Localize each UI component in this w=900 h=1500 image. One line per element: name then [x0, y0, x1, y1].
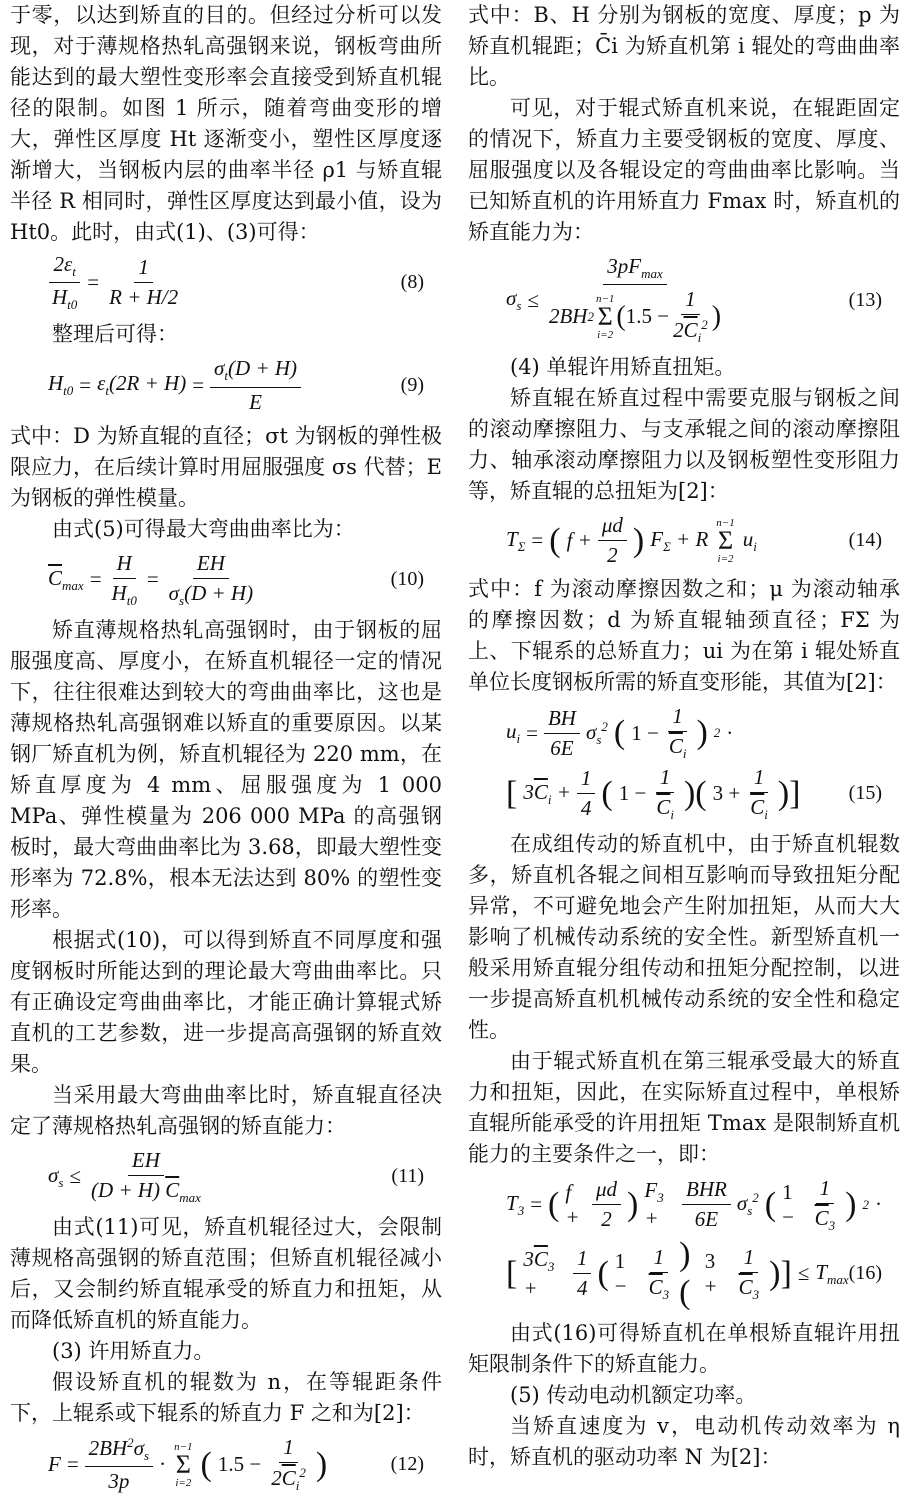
paragraph: 于零，以达到矫直的目的。但经过分析可以发现，对于薄规格热轧高强钢来说，钢板弯曲所能达到的最大塑性变形率会直接受到矫直机辊径的限制。如图 1 所示，随着弯曲变形的增大，弹性区厚度 Ht 逐渐变小，塑性区厚度逐渐增大，当钢板内层的曲率半径 ρ1 与矫直辊半径 R 相同时，弹性区厚度达到最小值，设为 Ht0。此时，由式(1)、(3)可得： — [10, 3, 442, 244]
left-column — [10, 0, 442, 1500]
equation-number: (13) — [848, 288, 882, 311]
equation-12: F = $\frac{2BH^2\sigma_s}{3p}$ · n−1 Σ i=2 ( 1.5 − $\frac{1}{2\overline{C}_i^2}$ ) (12) — [10, 1435, 442, 1494]
paragraph: 由于辊式矫直机在第三辊承受最大的矫直力和扭矩，因此，在实际矫直过程中，单根矫直辊所能承受的许用扭矩 Tmax 是限制矫直机能力的主要条件之一，即： — [468, 1048, 900, 1166]
equation-16b: [ $3\overline{C}_3$ + $\frac{1}{4}$ ( 1 − $\frac{1}{\overline{C}_3}$ )( 3 + $\frac{1}{\overline{C}_3}$ )] ≤ $T_{max}$ (16) — [468, 1236, 900, 1312]
paragraph: 式中：B、H 分别为钢板的宽度、厚度；p 为矫直机辊距；C̄i 为矫直机第 i 辊处的弯曲曲率比。 — [468, 3, 900, 89]
paragraph: 矫直辊在矫直过程中需要克服与钢板之间的滚动摩擦阻力、与支承辊之间的滚动摩擦阻力、轴承滚动摩擦阻力以及钢板塑性变形阻力等，矫直辊的总扭矩为[2]： — [468, 386, 900, 504]
section-heading: (5) 传动电动机额定功率。 — [510, 1382, 757, 1407]
equation-8: $\frac{2\varepsilon_t}{H_{t0}}$ = $\frac{1}{R + H/2}$ (8) — [10, 252, 442, 313]
paragraph: 当采用最大弯曲曲率比时，矫直辊直径决定了薄规格热轧高强钢的矫直能力： — [10, 1082, 442, 1138]
equation-16a: $T_3$ = ( f + $\frac{\mu d}{2}$ ) $F_3$ + $\frac{\text{BHR}}{6E}$ $\sigma_s^2$ ( 1 − $\frac{1}{\overline{C}_3}$ ) 2 · — [506, 1175, 882, 1233]
equation-number: (15) — [848, 782, 882, 805]
equation-number: (10) — [390, 568, 424, 591]
equation-14: $T_\Sigma$ = ( f + $\frac{\mu d}{2}$ ) $F_\Sigma + R$ n−1 Σ i=2 $u_i$ (14) — [468, 513, 900, 568]
equation-number: (16) — [848, 1262, 882, 1285]
equation-9: $H_{t0}$ = $\varepsilon_t(2R + H)$ = $\frac{\sigma_t(D + H)}{E}$ (9) — [10, 356, 442, 414]
equation-11: $\sigma_s$ ≤ $\frac{EH}{(D + H) \overline{C}_{max}}$ (11) — [10, 1148, 442, 1206]
equation-number: (11) — [391, 1165, 424, 1188]
paragraph: 式中：D 为矫直辊的直径；σt 为钢板的弹性极限应力，在后续计算时用屈服强度 σs 代替；E 为钢板的弹性模量。 — [10, 423, 442, 510]
paragraph: 由式(11)可见，矫直机辊径过大，会限制薄规格高强钢的矫直范围；但矫直机辊径减小后，又会制约矫直辊承受的矫直力和扭矩，从而降低矫直机的矫直能力。 — [10, 1214, 442, 1332]
equation-10: $\overline{C}_{max}$ = $\frac{H}{H_{t0}}$ = $\frac{EH}{\sigma_s(D + H)}$ (10) — [10, 551, 442, 609]
equation-15b: [ $3\overline{C}_i$ + $\frac{1}{4}$ ( 1 − $\frac{1}{\overline{C}_i}$ )( 3 + $\frac{1}{\overline{C}_i}$ )] (15) — [468, 765, 900, 823]
paragraph: 式中：f 为滚动摩擦因数之和；μ 为滚动轴承的摩擦因数；d 为矫直辊轴颈直径；FΣ 为上、下辊系的总矫直力；ui 为在第 i 辊处矫直单位长度钢板所需的矫直变形能，其值为[2]： — [468, 577, 900, 695]
paragraph: 整理后可得： — [52, 322, 178, 347]
paragraph: 由式(16)可得矫直机在单根矫直辊许用扭矩限制条件下的矫直能力。 — [468, 1320, 900, 1376]
section-heading: (3) 许用矫直力。 — [52, 1338, 215, 1363]
paragraph: 由式(5)可得最大弯曲曲率比为： — [52, 516, 355, 541]
paragraph: 在成组传动的矫直机中，由于矫直机辊数多，矫直机各辊之间相互影响而导致扭矩分配异常，不可避免地会产生附加扭矩，从而大大影响了机械传动系统的安全性。新型矫直机一般采用矫直辊分组传动和扭矩分配控制，以进一步提高矫直机机械传动系统的安全性和稳定性。 — [468, 831, 900, 1042]
paragraph: 当矫直速度为 v，电动机传动效率为 η 时，矫直机的驱动功率 N 为[2]： — [468, 1413, 900, 1469]
section-heading: (4) 单辊许用矫直扭矩。 — [510, 355, 736, 380]
equation-13: $\sigma_s$ ≤ $3pF_{max}$ 2BH 2 n−1 Σ i=2 ( 1.5 − $\frac{1}{2\overline{C}_i^2}$ ) (13) — [468, 254, 900, 346]
paragraph: 假设矫直机的辊数为 n，在等辊距条件下，上辊系或下辊系的矫直力 F 之和为[2]： — [10, 1369, 442, 1425]
equation-15a: $u_i$ = $\frac{BH}{6E}$ $\sigma_s^2$ ( 1 − $\frac{1}{\overline{C}_i}$ ) 2 · — [506, 704, 734, 762]
equation-number: (8) — [400, 271, 424, 294]
paragraph: 根据式(10)，可以得到矫直不同厚度和强度钢板时所能达到的理论最大弯曲曲率比。只有正确设定弯曲曲率比，才能正确计算辊式矫直机的工艺参数，进一步提高高强钢的矫直效果。 — [10, 927, 442, 1076]
right-column — [468, 0, 900, 1473]
equation-number: (9) — [400, 373, 424, 396]
equation-number: (12) — [390, 1453, 424, 1476]
equation-number: (14) — [848, 529, 882, 552]
paragraph: 可见，对于辊式矫直机来说，在辊距固定的情况下，矫直力主要受钢板的宽度、厚度、屈服强度以及各辊设定的弯曲曲率比影响。当已知矫直机的许用矫直力 Fmax 时，矫直机的矫直能力为： — [468, 96, 900, 244]
paragraph: 矫直薄规格热轧高强钢时，由于钢板的屈服强度高、厚度小，在矫直机辊径一定的情况下，往往很难达到较大的弯曲曲率比，这也是薄规格热轧高强钢难以矫直的重要原因。以某钢厂矫直机为例，矫直机辊径为 220 mm，在矫直厚度为 4 mm、屈服强度为 1 000 MPa、弹性模量为 206 000 MPa 的高强钢板时，最大弯曲曲率比为 3.68，即最大塑性变形率为 72.8%，根本无法达到 80% 的塑性变形率。 — [10, 617, 442, 921]
